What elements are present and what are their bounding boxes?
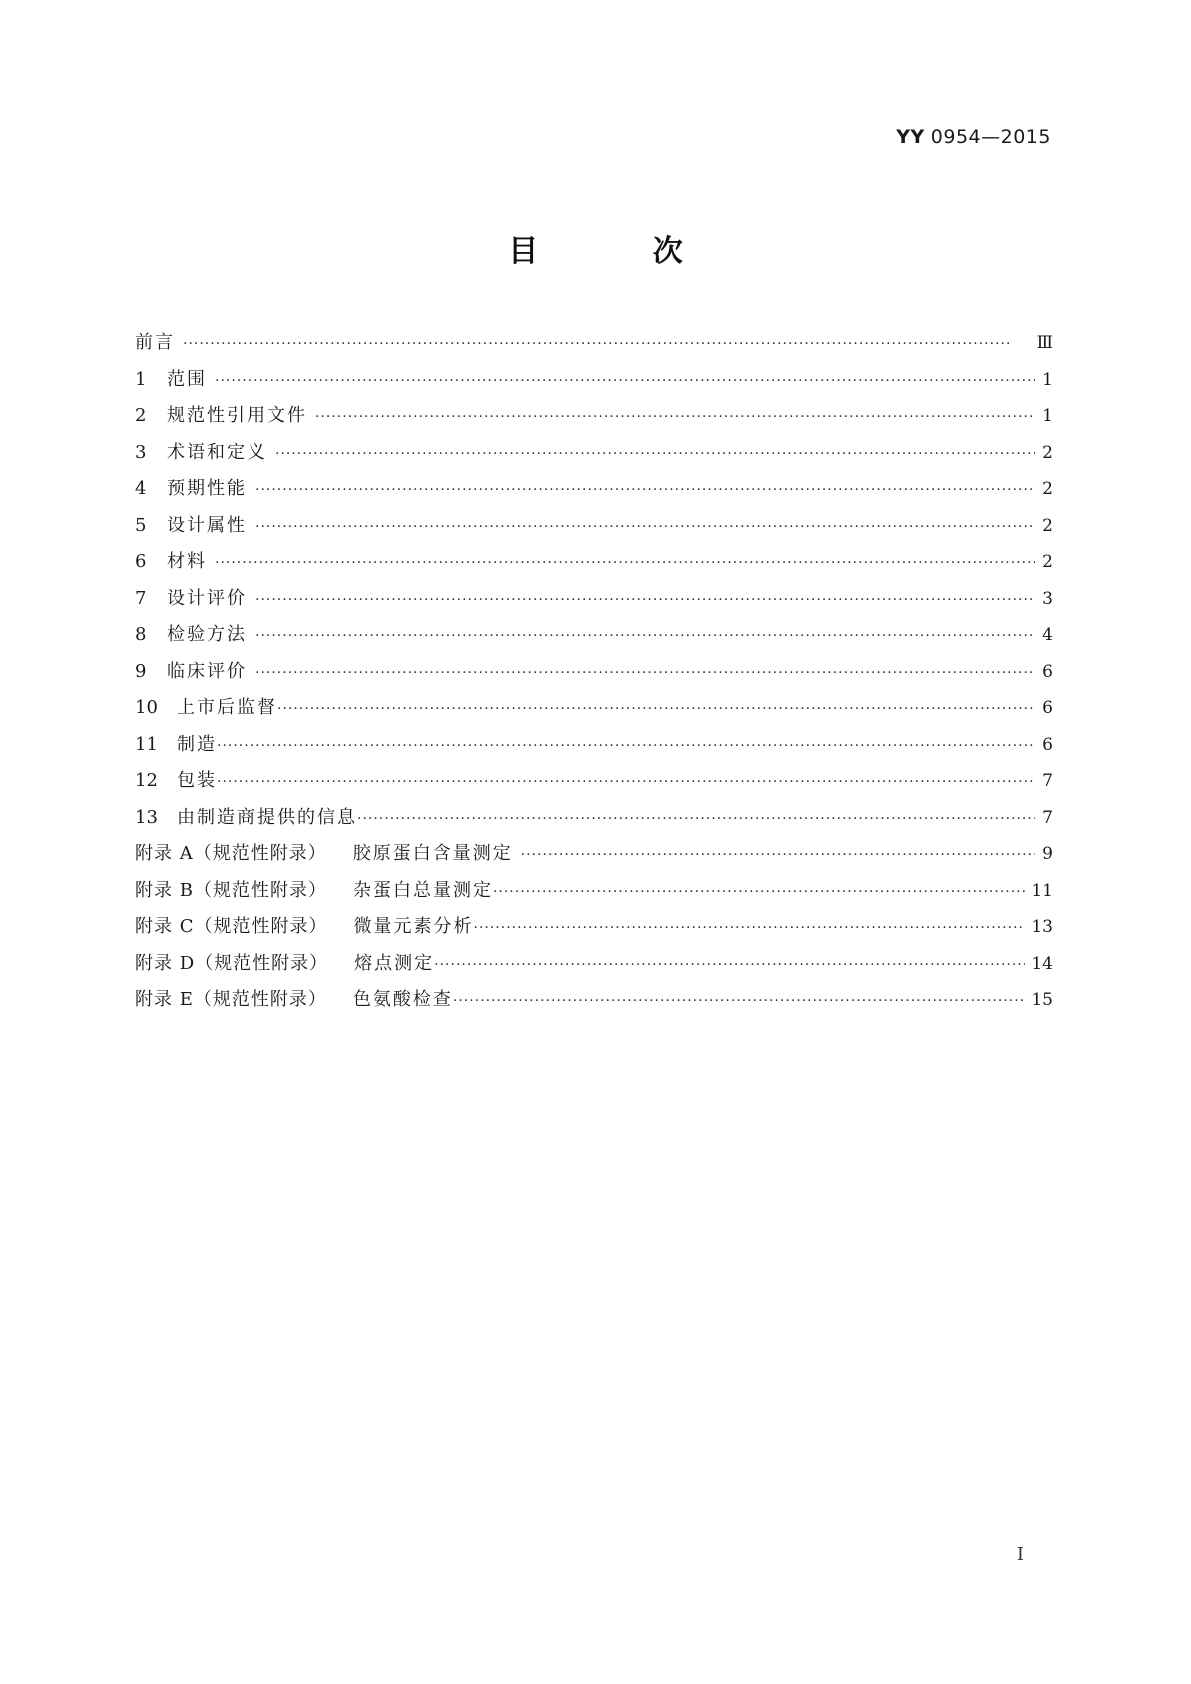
toc-entry-page: 1 bbox=[1042, 406, 1053, 426]
toc-entry-6[interactable] bbox=[135, 544, 1053, 581]
toc-entry-label: 制造 bbox=[177, 733, 217, 755]
toc-entry-number: 12 bbox=[135, 770, 158, 791]
table-of-contents bbox=[135, 325, 1053, 1019]
toc-entry-page: 9 bbox=[1042, 844, 1053, 864]
appendix-label: 附录 D（规范性附录） bbox=[135, 952, 329, 974]
dot-leader bbox=[217, 728, 1035, 765]
toc-entry-number: 4 bbox=[135, 478, 147, 499]
toc-entry-number: 1 bbox=[135, 368, 147, 390]
toc-appendix-b[interactable] bbox=[135, 873, 1053, 910]
dot-leader bbox=[315, 399, 1035, 436]
toc-entry-number: 5 bbox=[135, 514, 147, 536]
page-title: 目 次 bbox=[508, 234, 735, 269]
standard-code-prefix: YY bbox=[896, 126, 925, 148]
dot-leader bbox=[215, 545, 1035, 582]
dot-leader bbox=[255, 655, 1035, 692]
toc-entry-label: 包装 bbox=[177, 770, 217, 791]
toc-entry-number: 9 bbox=[135, 660, 147, 682]
dot-leader bbox=[217, 764, 1035, 801]
appendix-title: 微量元素分析 bbox=[353, 916, 474, 937]
dot-leader bbox=[493, 874, 1025, 911]
standard-code-number: 0954—2015 bbox=[930, 126, 1051, 148]
toc-entry-page: 11 bbox=[1031, 880, 1053, 901]
toc-entry-label: 材料 bbox=[167, 551, 207, 572]
toc-entry-preface[interactable] bbox=[135, 325, 1053, 362]
appendix-title: 胶原蛋白含量测定 bbox=[352, 843, 513, 864]
standard-code bbox=[896, 126, 1051, 148]
toc-entry-page: 6 bbox=[1042, 698, 1053, 718]
toc-entry-3[interactable] bbox=[135, 435, 1053, 472]
toc-appendix-a[interactable] bbox=[135, 836, 1053, 873]
toc-entry-page: 4 bbox=[1042, 625, 1053, 645]
toc-entry-number: 10 bbox=[135, 697, 158, 718]
toc-entry-number: 6 bbox=[135, 551, 147, 572]
dot-leader bbox=[474, 910, 1026, 947]
dot-leader bbox=[215, 363, 1035, 400]
appendix-title: 杂蛋白总量测定 bbox=[352, 879, 493, 901]
appendix-label: 附录 E（规范性附录） bbox=[135, 989, 327, 1010]
toc-entry-label: 术语和定义 bbox=[167, 441, 267, 463]
toc-entry-label: 前言 bbox=[135, 332, 175, 353]
toc-entry-number: 8 bbox=[135, 624, 147, 645]
toc-entry-label: 设计评价 bbox=[167, 587, 247, 609]
toc-entry-page: 2 bbox=[1042, 552, 1053, 572]
toc-entry-page: 13 bbox=[1031, 917, 1053, 937]
toc-entry-label: 由制造商提供的信息 bbox=[177, 806, 357, 828]
dot-leader bbox=[183, 326, 1031, 363]
toc-entry-label: 临床评价 bbox=[167, 660, 247, 682]
appendix-title: 色氨酸检查 bbox=[352, 989, 453, 1010]
appendix-label: 附录 C（规范性附录） bbox=[135, 916, 328, 937]
toc-entry-11[interactable] bbox=[135, 727, 1053, 764]
toc-entry-4[interactable] bbox=[135, 471, 1053, 508]
dot-leader bbox=[277, 691, 1035, 728]
toc-entry-7[interactable] bbox=[135, 581, 1053, 618]
toc-entry-label: 上市后监督 bbox=[177, 697, 277, 718]
toc-entry-number: 3 bbox=[135, 441, 147, 463]
toc-entry-number: 2 bbox=[135, 405, 147, 426]
toc-entry-page: 2 bbox=[1042, 479, 1053, 499]
appendix-title: 熔点测定 bbox=[354, 952, 435, 974]
toc-entry-12[interactable] bbox=[135, 763, 1053, 800]
toc-entry-number: 13 bbox=[135, 806, 158, 828]
dot-leader bbox=[275, 436, 1035, 473]
toc-entry-page: 2 bbox=[1042, 442, 1053, 463]
toc-entry-2[interactable] bbox=[135, 398, 1053, 435]
toc-entry-label: 规范性引用文件 bbox=[167, 405, 307, 426]
toc-entry-page: 7 bbox=[1042, 771, 1053, 791]
toc-entry-number: 7 bbox=[135, 587, 147, 609]
toc-entry-label: 范围 bbox=[167, 368, 207, 390]
toc-entry-5[interactable] bbox=[135, 508, 1053, 545]
toc-entry-label: 设计属性 bbox=[167, 514, 247, 536]
toc-entry-page: 3 bbox=[1042, 588, 1053, 609]
appendix-label: 附录 B（规范性附录） bbox=[135, 879, 327, 901]
toc-entry-page: 15 bbox=[1031, 990, 1053, 1010]
toc-appendix-d[interactable] bbox=[135, 946, 1053, 983]
toc-entry-13[interactable] bbox=[135, 800, 1053, 837]
toc-entry-page: 7 bbox=[1042, 807, 1053, 828]
toc-appendix-e[interactable] bbox=[135, 982, 1053, 1019]
dot-leader bbox=[255, 618, 1035, 655]
toc-entry-page: 14 bbox=[1031, 953, 1053, 974]
toc-entry-number: 11 bbox=[135, 733, 158, 755]
appendix-label: 附录 A（规范性附录） bbox=[135, 843, 327, 864]
toc-entry-10[interactable] bbox=[135, 690, 1053, 727]
toc-entry-8[interactable] bbox=[135, 617, 1053, 654]
toc-entry-page: 6 bbox=[1042, 734, 1053, 755]
toc-entry-label: 预期性能 bbox=[167, 478, 247, 499]
toc-entry-9[interactable] bbox=[135, 654, 1053, 691]
dot-leader bbox=[255, 582, 1035, 619]
dot-leader bbox=[453, 983, 1025, 1020]
toc-entry-page: 2 bbox=[1042, 515, 1053, 536]
toc-entry-page: Ⅲ bbox=[1036, 333, 1053, 353]
toc-entry-page: 1 bbox=[1042, 369, 1053, 390]
dot-leader bbox=[357, 801, 1035, 838]
dot-leader bbox=[255, 509, 1035, 546]
toc-entry-label: 检验方法 bbox=[167, 624, 247, 645]
dot-leader bbox=[434, 947, 1025, 984]
dot-leader bbox=[521, 837, 1035, 874]
toc-entry-1[interactable] bbox=[135, 362, 1053, 399]
page-number: Ⅰ bbox=[1016, 1544, 1024, 1565]
toc-entry-page: 6 bbox=[1042, 661, 1053, 682]
toc-appendix-c[interactable] bbox=[135, 909, 1053, 946]
dot-leader bbox=[255, 472, 1035, 509]
